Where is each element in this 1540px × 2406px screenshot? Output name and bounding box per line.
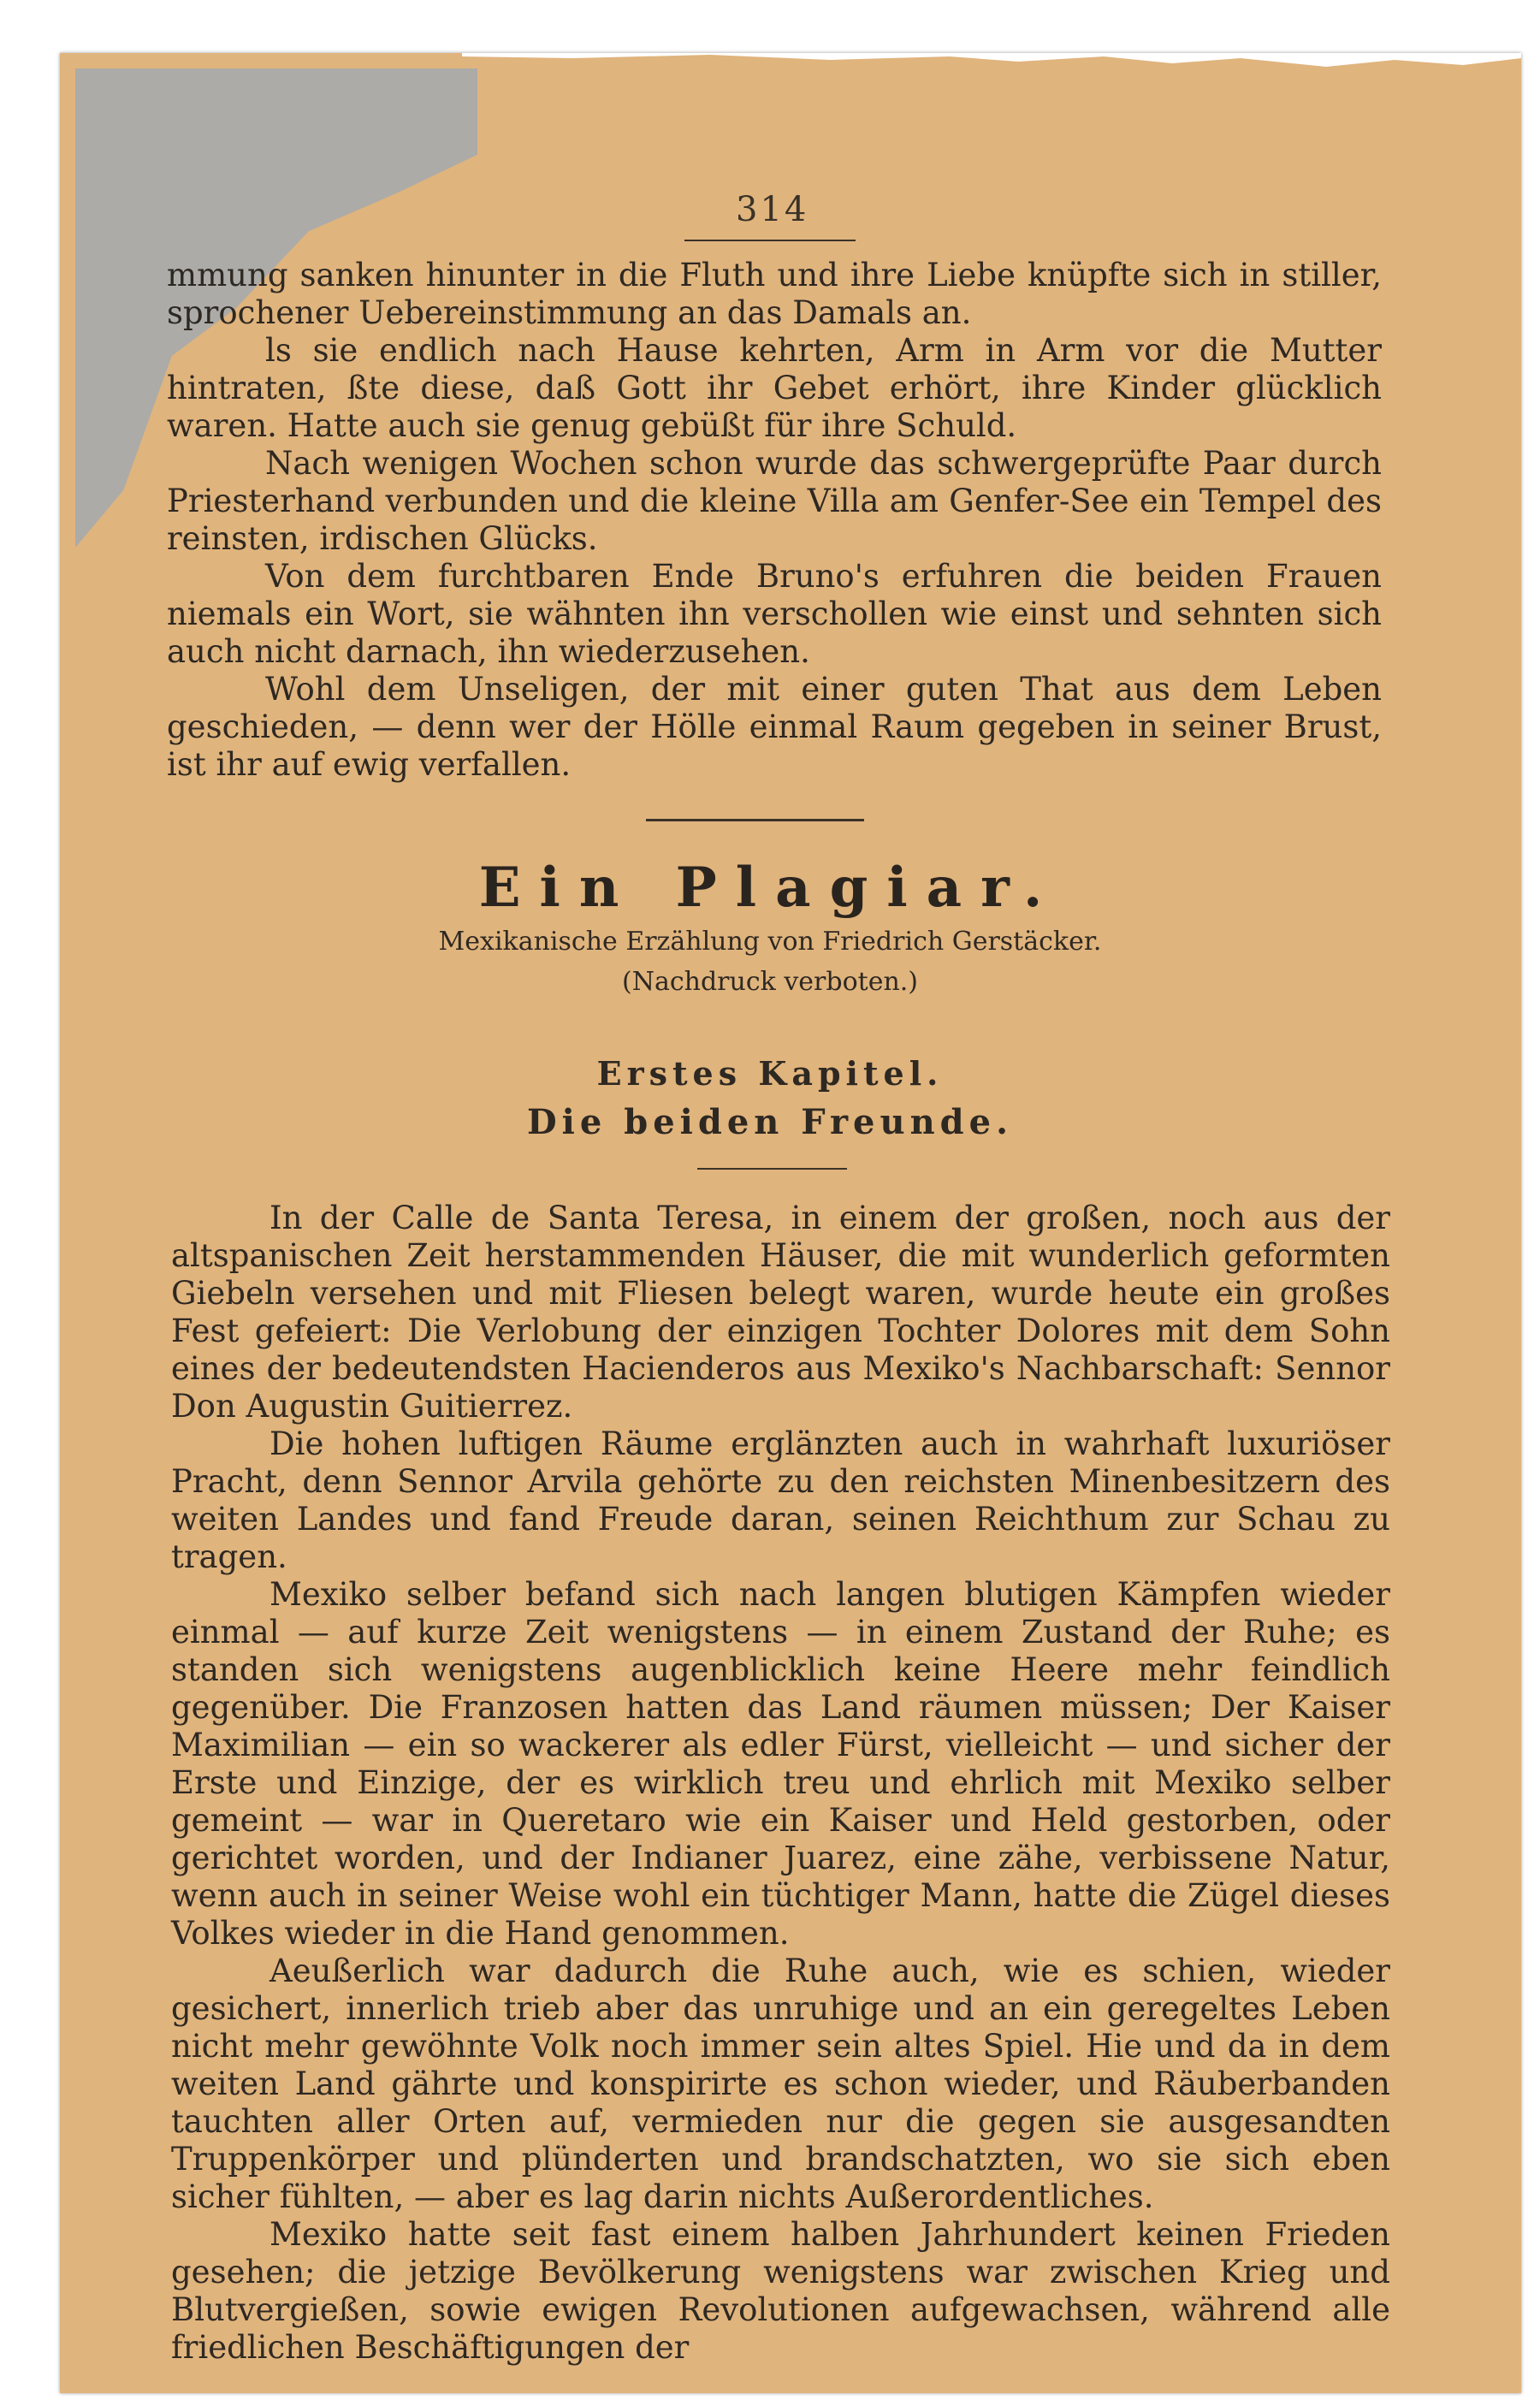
page-number-rule	[684, 240, 856, 241]
paragraph: ls sie endlich nach Hause kehrten, Arm in Arm vor die Mutter hintraten, ßte diese, daß Gott ihr Gebet erhört, ihre Kinder glücklich waren. Hatte auch sie genug gebüßt für ihre Schuld.	[167, 332, 1382, 444]
story-body	[171, 1200, 1390, 2367]
paragraph: Wohl dem Unseligen, der mit einer guten That aus dem Leben geschieden, — denn wer der Hölle einmal Raum gegeben in seiner Brust, ist ihr auf ewig verfallen.	[167, 671, 1382, 783]
paragraph: Von dem furchtbaren Ende Bruno's erfuhren die beiden Frauen niemals ein Wort, sie wähnten ihn verschollen wie einst und sehnten sich auch nicht darnach, ihn wiederzusehen.	[167, 558, 1382, 670]
story-title: Ein Plagiar.	[478, 856, 1062, 920]
paragraph: Nach wenigen Wochen schon wurde das schwergeprüfte Paar durch Priesterhand verbunden und die kleine Villa am Genfer-See ein Tempel des reinsten, irdischen Glücks.	[167, 445, 1382, 557]
chapter-heading: Erstes Kapitel.	[596, 1054, 944, 1093]
section-divider	[646, 819, 864, 821]
paragraph: Mexiko hatte seit fast einem halben Jahrhundert keinen Frieden gesehen; die jetzige Bevölkerung wenigstens war zwischen Krieg und Blutvergießen, sowie ewigen Revolutionen aufgewachsen, während alle friedlichen Beschäftigungen der	[171, 2216, 1390, 2366]
chapter-title: Die beiden Freunde.	[526, 1102, 1014, 1142]
chapter-divider	[697, 1168, 847, 1170]
story-byline: Mexikanische Erzählung von Friedrich Gerstäcker.	[438, 927, 1102, 957]
paragraph: Aeußerlich war dadurch die Ruhe auch, wie es schien, wieder gesichert, innerlich trieb aber das unruhige und an ein geregeltes Leben nicht mehr gewöhnte Volk noch immer sein altes Spiel. Hie und da in dem weiten Land gährte und konspirirte es schon wieder, und Räuberbanden tauchten aller Orten auf, vermieden nur die gegen sie ausgesandten Truppenkörper und plünderten und brandschatzten, wo sie sich eben sicher fühlten, — aber es lag darin nichts Außerordentliches.	[171, 1953, 1390, 2215]
paragraph: mmung sanken hinunter in die Fluth und ihre Liebe knüpfte sich in stiller, sprochener Uebereinstimmung an das Damals an.	[167, 257, 1382, 331]
page-number: 314	[736, 190, 809, 229]
paragraph: Mexiko selber befand sich nach langen blutigen Kämpfen wieder einmal — auf kurze Zeit wenigstens — in einem Zustand der Ruhe; es standen sich wenigstens augenblicklich keine Heere mehr feindlich gegenüber. Die Franzosen hatten das Land räumen müssen; Der Kaiser Maximilian — ein so wackerer als edler Fürst, vielleicht — und sicher der Erste und Einzige, der es wirklich treu und ehrlich mit Mexiko selber gemeint — war in Queretaro wie ein Kaiser und Held gestorben, oder gerichtet worden, und der Indianer Juarez, eine zähe, verbissene Natur, wenn auch in seiner Weise wohl ein tüchtiger Mann, hatte die Zügel dieses Volkes wieder in die Hand genommen.	[171, 1576, 1390, 1952]
paragraph: In der Calle de Santa Teresa, in einem der großen, noch aus der altspanischen Zeit herstammenden Häuser, die mit wunderlich geformten Giebeln versehen und mit Fliesen belegt waren, wurde heute ein großes Fest gefeiert: Die Verlobung der einzigen Tochter Dolores mit dem Sohn eines der bedeutendsten Hacienderos aus Mexiko's Nachbarschaft: Sennor Don Augustin Guitierrez.	[171, 1200, 1390, 1425]
reprint-notice: (Nachdruck verboten.)	[621, 967, 919, 997]
previous-story-ending	[167, 257, 1382, 784]
paragraph: Die hohen luftigen Räume erglänzten auch in wahrhaft luxuriöser Pracht, denn Sennor Arvila gehörte zu den reichsten Minenbesitzern des weiten Landes und fand Freude daran, seinen Reichthum zur Schau zu tragen.	[171, 1425, 1390, 1575]
